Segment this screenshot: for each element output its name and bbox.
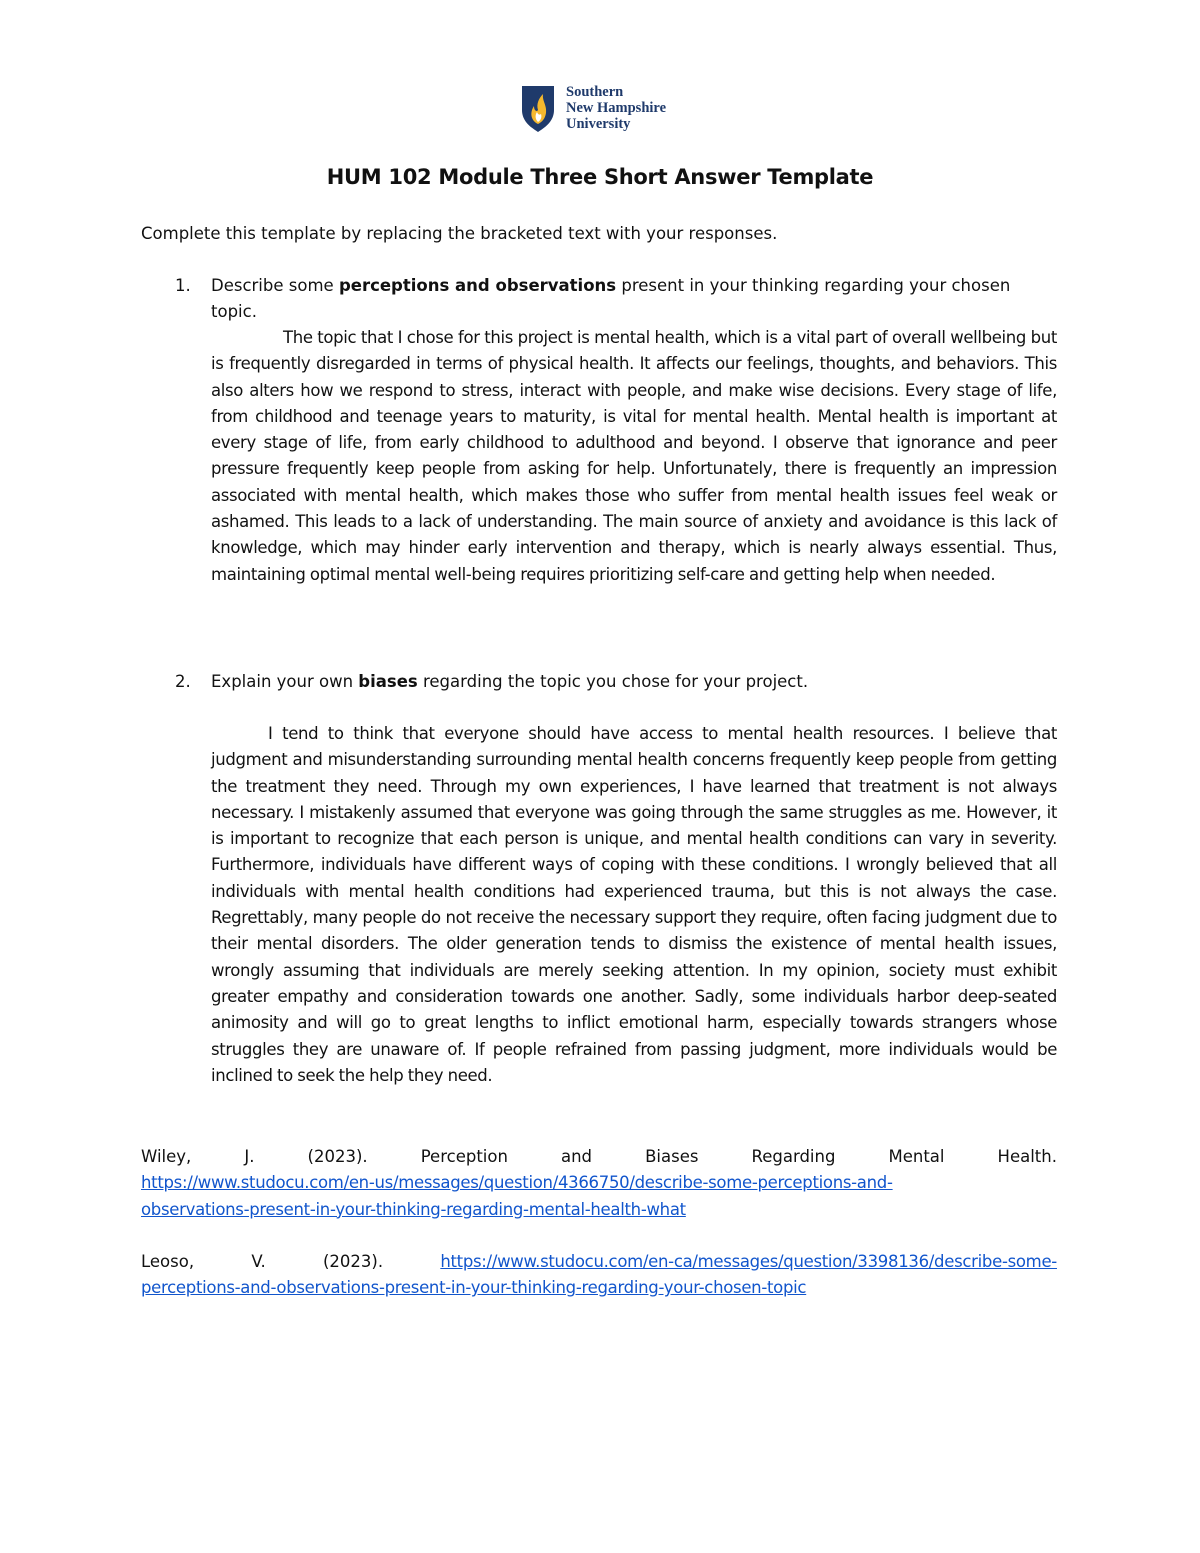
reference-1-citation — [141, 1144, 1057, 1170]
ref-word: Leoso, — [141, 1252, 195, 1271]
ref-word: (2023). — [322, 1252, 384, 1271]
university-logo — [520, 84, 690, 136]
logo-line-2: New Hampshire — [566, 100, 667, 116]
ref-word: Mental — [888, 1147, 945, 1166]
question-2-number: 2. — [175, 672, 191, 691]
ref-word: Perception — [420, 1147, 508, 1166]
question-2-prompt — [211, 669, 808, 695]
reference-1 — [141, 1144, 1057, 1223]
logo-line-3: University — [566, 116, 631, 132]
reference-1-link-line2[interactable]: observations-present-in-your-thinking-regarding-mental-health-what — [141, 1199, 686, 1219]
logo-wordmark — [566, 84, 666, 132]
question-1-prompt-line2: topic. — [211, 302, 257, 321]
ref-word: Health. — [997, 1147, 1057, 1166]
ref-word: Wiley, — [141, 1147, 192, 1166]
question-1-suffix: present in your thinking regarding your chosen — [616, 276, 1011, 295]
document-title: HUM 102 Module Three Short Answer Template — [326, 165, 874, 189]
ref-word: (2023). — [307, 1147, 368, 1166]
question-1-bold: perceptions and observations — [338, 276, 617, 295]
answer-2: I tend to think that everyone should have access to mental health resources. I believe that judgment and misunderstanding surrounding mental health concerns frequently keep people from getting the treatment they need. Through my own experiences, I have learned that treatment is not always necessary. I mistakenly assumed that everyone was going through the same struggles as me. However, it is important to recognize that each person is unique, and mental health conditions can vary in severity. Furthermore, individuals have different ways of coping with these conditions. I wrongly believed that all individuals with mental health conditions had experienced trauma, but this is not always the case. Regrettably, many people do not receive the necessary support they require, often facing judgment due to their mental disorders. The older generation tends to dismiss the existence of mental health issues, wrongly assuming that individuals are merely seeking attention. In my opinion, society must exhibit greater empathy and consideration towards one another. Sadly, some individuals harbor deep-seated animosity and will go to great lengths to inflict emotional harm, especially towards strangers whose struggles they are unaware of. If people refrained from passing judgment, more individuals would be inclined to seek the help they need. — [211, 724, 1057, 1085]
ref-word: V. — [251, 1252, 266, 1271]
ref-word: Biases — [645, 1147, 699, 1166]
reference-2-link-line1[interactable]: https://www.studocu.com/en-ca/messages/question/3398136/describe-some- — [440, 1252, 1057, 1271]
question-2-bold: biases — [358, 672, 418, 691]
shield-flame-icon — [520, 84, 560, 134]
reference-2-link-line2[interactable]: perceptions-and-observations-present-in-your-thinking-regarding-your-chosen-topic — [141, 1278, 807, 1298]
question-1-prompt — [211, 273, 1010, 299]
ref-word: and — [560, 1147, 593, 1166]
reference-2 — [141, 1249, 1057, 1302]
reference-1-link-line1[interactable]: https://www.studocu.com/en-us/messages/question/4366750/describe-some-perceptions-and- — [141, 1173, 893, 1193]
intro-text: Complete this template by replacing the bracketed text with your responses. — [141, 224, 778, 243]
answer-1: The topic that I chose for this project is mental health, which is a vital part of overall wellbeing but is frequently disregarded in terms of physical health. It affects our feelings, thoughts, and behaviors. This also alters how we respond to stress, interact with people, and make wise decisions. Every stage of life, from childhood and teenage years to maturity, is vital for mental health. Mental health is important at every stage of life, from early childhood to adulthood and beyond. I observe that ignorance and peer pressure frequently keep people from asking for help. Unfortunately, there is frequently an impression associated with mental health, which makes those who suffer from mental health issues feel weak or ashamed. This leads to a lack of understanding. The main source of anxiety and avoidance is this lack of knowledge, which may hinder early intervention and therapy, which is nearly always essential. Thus, maintaining optimal mental well-being requires prioritizing self-care and getting help when needed. — [211, 328, 1057, 584]
question-2-prefix: Explain your own — [211, 672, 359, 691]
question-1-prefix: Describe some — [211, 276, 339, 295]
ref-word: Regarding — [751, 1147, 836, 1166]
question-2-suffix: regarding the topic you chose for your project. — [417, 672, 809, 691]
reference-2-citation — [141, 1249, 1057, 1275]
ref-word: J. — [244, 1147, 255, 1166]
logo-line-1: Southern — [566, 84, 624, 100]
question-1-number: 1. — [175, 276, 191, 295]
